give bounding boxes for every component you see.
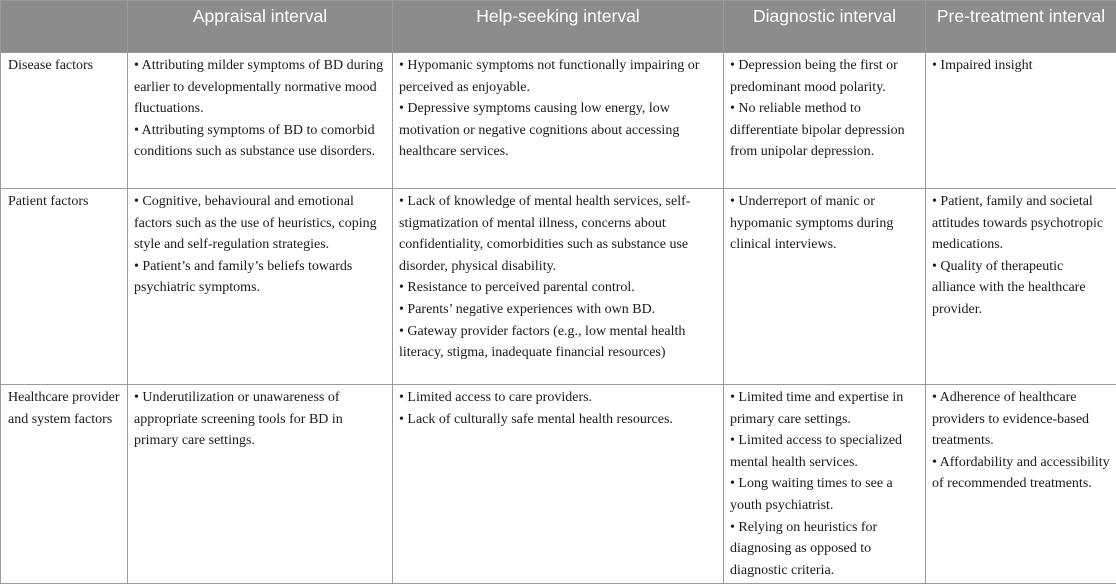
bullet-text: Limited access to specialized mental health services. [730, 433, 903, 470]
cell-diagnostic [724, 189, 926, 385]
table-row-disease-factors [1, 53, 1116, 189]
bullet-item: • Affordability and accessibility of recommended treatments. [932, 454, 1110, 492]
bullet-item: • Limited access to care providers. [399, 390, 593, 405]
bullet-text: Parents’ negative experiences with own BD. [407, 301, 656, 317]
row-label: Patient factors [1, 189, 128, 385]
bullet-item: • Underreport of manic or hypomanic symptoms during clinical interviews. [730, 194, 894, 253]
bullet-item: • Resistance to perceived parental control. [399, 280, 635, 296]
bullet-text: Underutilization or unawareness of appropriate screening tools for BD in primary care settings. [134, 390, 343, 449]
bullet-item: • Underutilization or unawareness of appropriate screening tools for BD in primary care settings. [134, 390, 343, 449]
bullet-text: Depression being the first or predominant mood polarity. [730, 58, 898, 95]
bullet-text: Attributing milder symptoms of BD during earlier to developmentally normative mood fluctuations. [134, 58, 384, 117]
table-row-patient-factors [1, 189, 1116, 385]
bullet-text: Cognitive, behavioural and emotional factors such as the use of heuristics, coping style and self-regulation strategies. [134, 194, 377, 253]
row-label: Disease factors [1, 53, 128, 189]
bullet-item: • Patient, family and societal attitudes towards psychotropic medications. [932, 194, 1104, 253]
bullet-item: • Hypomanic symptoms not functionally impairing or perceived as enjoyable. [399, 58, 700, 95]
bullet-text: Hypomanic symptoms not functionally impairing or perceived as enjoyable. [399, 58, 700, 95]
cell-help-seeking [393, 53, 724, 189]
header-pre-treatment-interval: Pre-treatment interval [926, 1, 1116, 53]
bullet-text: Quality of therapeutic alliance with the healthcare provider. [932, 258, 1086, 317]
bullet-text: Depressive symptoms causing low energy, low motivation or negative cognitions about accessing healthcare services. [399, 101, 680, 160]
bullet-text: Impaired insight [940, 58, 1033, 73]
bullet-text: Affordability and accessibility of recommended treatments. [932, 454, 1110, 492]
bullet-text: Gateway provider factors (e.g., low mental health literacy, stigma, inadequate financial resources) [399, 323, 686, 361]
bullet-text: Limited access to care providers. [407, 390, 593, 405]
cell-diagnostic [724, 385, 926, 584]
bullet-item: • Limited access to specialized mental health services. [730, 433, 903, 470]
bullet-text: Underreport of manic or hypomanic symptoms during clinical interviews. [730, 194, 894, 253]
bullet-text: Lack of knowledge of mental health services, self-stigmatization of mental illness, concerns about confidentiality, comorbidities such as substance use disorder, physical disability. [399, 194, 691, 274]
cell-appraisal [128, 53, 393, 189]
header-row [1, 1, 1116, 53]
row-label: Healthcare provider and system factors [1, 385, 128, 584]
bullet-item: • Relying on heuristics for diagnosing as opposed to diagnostic criteria. [730, 519, 878, 578]
bullet-text: Attributing symptoms of BD to comorbid conditions such as substance use disorders. [134, 122, 376, 160]
bullet-item: • Patient’s and family’s beliefs towards psychiatric symptoms. [134, 258, 353, 296]
bullet-text: Relying on heuristics for diagnosing as opposed to diagnostic criteria. [730, 519, 878, 578]
header-corner [1, 1, 128, 53]
cell-pre-treatment [926, 189, 1116, 385]
bullet-item: • Parents’ negative experiences with own BD. [399, 301, 656, 317]
bullet-item: • Gateway provider factors (e.g., low mental health literacy, stigma, inadequate financial resources) [399, 323, 686, 361]
bullet-text: Patient, family and societal attitudes towards psychotropic medications. [932, 194, 1104, 253]
bullet-text: Resistance to perceived parental control. [407, 280, 635, 296]
bullet-text: Limited time and expertise in primary care settings. [730, 390, 904, 427]
header-help-seeking-interval: Help-seeking interval [393, 1, 724, 53]
bullet-item: • Limited time and expertise in primary care settings. [730, 390, 904, 427]
cell-appraisal [128, 385, 393, 584]
cell-pre-treatment [926, 53, 1116, 189]
header-diagnostic-interval: Diagnostic interval [724, 1, 926, 53]
table-row-healthcare-system-factors [1, 385, 1116, 584]
bullet-item: • Long waiting times to see a youth psychiatrist. [730, 476, 893, 513]
bullet-text: Lack of culturally safe mental health resources. [407, 411, 673, 427]
bullet-item: • Lack of knowledge of mental health services, self-stigmatization of mental illness, concerns about confidentiality, comorbidities such as substance use disorder, physical disability. [399, 194, 691, 274]
cell-help-seeking [393, 385, 724, 584]
bullet-item: • Attributing milder symptoms of BD during earlier to developmentally normative mood fluctuations. [134, 58, 384, 117]
header-appraisal-interval: Appraisal interval [128, 1, 393, 53]
bullet-item: • Depressive symptoms causing low energy, low motivation or negative cognitions about accessing healthcare services. [399, 101, 680, 160]
bullet-item: • Cognitive, behavioural and emotional factors such as the use of heuristics, coping style and self-regulation strategies. [134, 194, 377, 253]
bullet-item: • Impaired insight [932, 58, 1033, 73]
bullet-item: • Quality of therapeutic alliance with the healthcare provider. [932, 258, 1086, 317]
bullet-text: Long waiting times to see a youth psychiatrist. [730, 476, 893, 513]
cell-appraisal [128, 189, 393, 385]
cell-diagnostic [724, 53, 926, 189]
cell-help-seeking [393, 189, 724, 385]
bullet-item: • No reliable method to differentiate bipolar depression from unipolar depression. [730, 101, 905, 160]
bullet-item: • Adherence of healthcare providers to evidence-based treatments. [932, 390, 1090, 449]
bullet-item: • Depression being the first or predominant mood polarity. [730, 58, 898, 95]
bullet-item: • Lack of culturally safe mental health resources. [399, 411, 673, 427]
bullet-text: No reliable method to differentiate bipolar depression from unipolar depression. [730, 101, 905, 160]
bullet-text: Patient’s and family’s beliefs towards psychiatric symptoms. [134, 258, 353, 296]
cell-pre-treatment [926, 385, 1116, 584]
bullet-item: • Attributing symptoms of BD to comorbid conditions such as substance use disorders. [134, 122, 376, 160]
bullet-text: Adherence of healthcare providers to evidence-based treatments. [932, 390, 1090, 449]
